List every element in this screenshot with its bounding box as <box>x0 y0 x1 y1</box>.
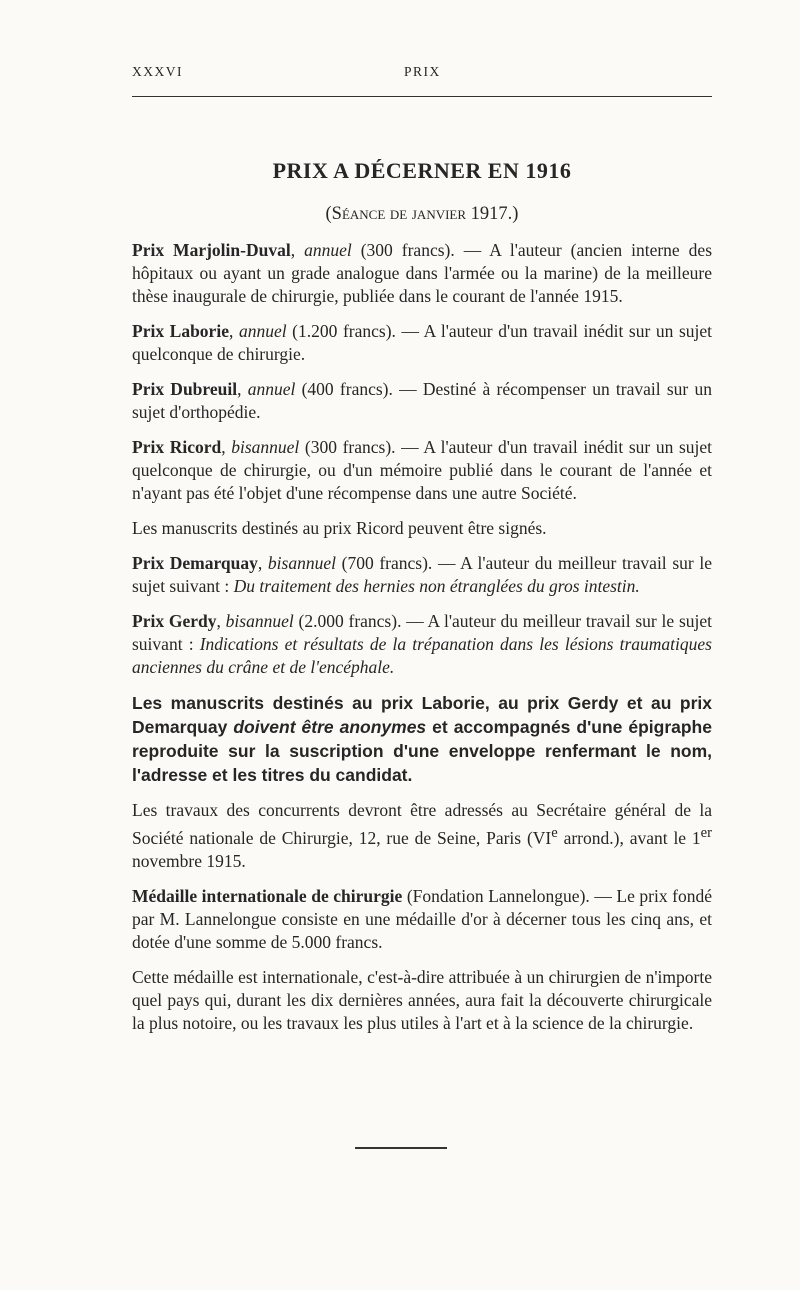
prize-name: Prix Demarquay <box>132 553 258 573</box>
prize-ricord: Prix Ricord, bisannuel (300 francs). — A l'auteur d'un travail inédit sur un sujet quelconque de chirurgie, ou d'un mémoire publié dans le courant de l'année et n'ayant pas été l'objet d'une récompense dans une autre Société. <box>132 437 713 503</box>
prize-name: Prix Dubreuil <box>132 379 238 399</box>
header-rule <box>132 96 712 97</box>
prize-marjolin-duval: Prix Marjolin-Duval, annuel (300 francs). — A l'auteur (ancien interne des hôpitaux ou ayant un grade analogue dans l'armée ou la marine) de la meilleure thèse inaugurale de chirurgie, publiée dans le courant de l'année 1915. <box>132 240 713 306</box>
prize-frequency: bisannuel <box>225 611 294 631</box>
medal-name: Médaille internationale de chirurgie <box>132 885 403 906</box>
prize-frequency: annuel <box>304 240 352 260</box>
prize-subject: Du traitement des hernies non étranglées du gros intestin. <box>233 576 640 596</box>
document-body <box>132 158 712 1047</box>
prize-subject: Indications et résultats de la trépanation dans les lésions traumatiques anciennes du crâne et de l'encéphale. <box>132 634 712 677</box>
prize-frequency: annuel <box>238 321 287 341</box>
prize-description: (1.200 francs). — A l'auteur d'un travail inédit sur un sujet quelconque de chirurgie. <box>132 321 713 364</box>
prize-description: (300 francs). — A l'auteur d'un travail inédit sur un sujet quelconque de chirurgie, ou d'un mémoire publié dans le courant de l'année et n'ayant pas été l'objet d'une récompense dans une autre Société. <box>132 437 713 503</box>
prize-name: Prix Marjolin-Duval <box>132 240 291 260</box>
ricord-note: Les manuscrits destinés au prix Ricord peuvent être signés. <box>132 518 547 538</box>
prize-frequency: bisannuel <box>231 437 300 457</box>
prize-name: Prix Gerdy <box>132 611 217 631</box>
session-subtitle: (Séance de janvier 1917.) <box>325 204 519 224</box>
prize-description: (300 francs). — A l'auteur (ancien interne des hôpitaux ou ayant un grade analogue dans l'armée ou la marine) de la meilleure thèse inaugurale de chirurgie, publiée dans le courant de l'année 1915. <box>132 240 713 306</box>
prize-name: Prix Laborie <box>132 321 229 341</box>
prize-description: (700 francs). — A l'auteur du meilleur travail sur le sujet suivant : <box>132 553 712 596</box>
prize-frequency: bisannuel <box>267 553 336 573</box>
prize-demarquay: Prix Demarquay, bisannuel (700 francs). — A l'auteur du meilleur travail sur le sujet suivant : Du traitement des hernies non étranglées du gros intestin. <box>132 553 712 596</box>
running-title: PRIX <box>404 64 441 79</box>
running-head <box>132 64 712 84</box>
submission-instructions: Les travaux des concurrents devront être adressés au Secrétaire général de la Société nationale de Chirurgie, 12, rue de Seine, Paris (VIe arrond.), avant le 1er novembre 1915. <box>132 800 712 871</box>
page-title: PRIX A DÉCERNER EN 1916 <box>272 158 572 183</box>
prize-description: (400 francs). — Destiné à récompenser un travail sur un sujet d'orthopédie. <box>132 379 712 422</box>
prize-description: (2.000 francs). — A l'auteur du meilleur travail sur le sujet suivant : <box>132 611 713 654</box>
prize-gerdy: Prix Gerdy, bisannuel (2.000 francs). — A l'auteur du meilleur travail sur le sujet suivant : Indications et résultats de la trépanation dans les lésions traumatiques anciennes du crâne et de l'encéphale. <box>132 611 713 677</box>
prize-dubreuil: Prix Dubreuil, annuel (400 francs). — Destiné à récompenser un travail sur un sujet d'orthopédie. <box>132 379 712 422</box>
prize-name: Prix Ricord <box>132 437 222 457</box>
medal-entry <box>132 885 712 954</box>
prize-frequency: annuel <box>247 379 296 399</box>
end-rule <box>355 1147 447 1149</box>
medal-description: Cette médaille est internationale, c'est-à-dire attribuée à un chirurgien de n'importe quel pays qui, durant les dix dernières années, aura fait la découverte chirurgicale la plus notoire, ou les travaux les plus utiles à l'art et à la science de la chirurgie. <box>132 966 712 1033</box>
page-number: XXXVI <box>132 64 183 79</box>
medal-description-short: (Fondation Lannelongue). — Le prix fondé par M. Lannelongue consiste en une médaille d'or à décerner tous les cinq ans, et dotée d'une somme de 5.000 francs. <box>132 885 712 952</box>
anonymity-notice: Les manuscrits destinés au prix Laborie, au prix Gerdy et au prix Demarquay doivent être anonymes et accompagnés d'une épigraphe reproduite sur la suscription d'une enveloppe renfermant le nom, l'adresse et les titres du candidat. <box>132 693 712 785</box>
prize-laborie: Prix Laborie, annuel (1.200 francs). — A l'auteur d'un travail inédit sur un sujet quelconque de chirurgie. <box>132 321 713 364</box>
